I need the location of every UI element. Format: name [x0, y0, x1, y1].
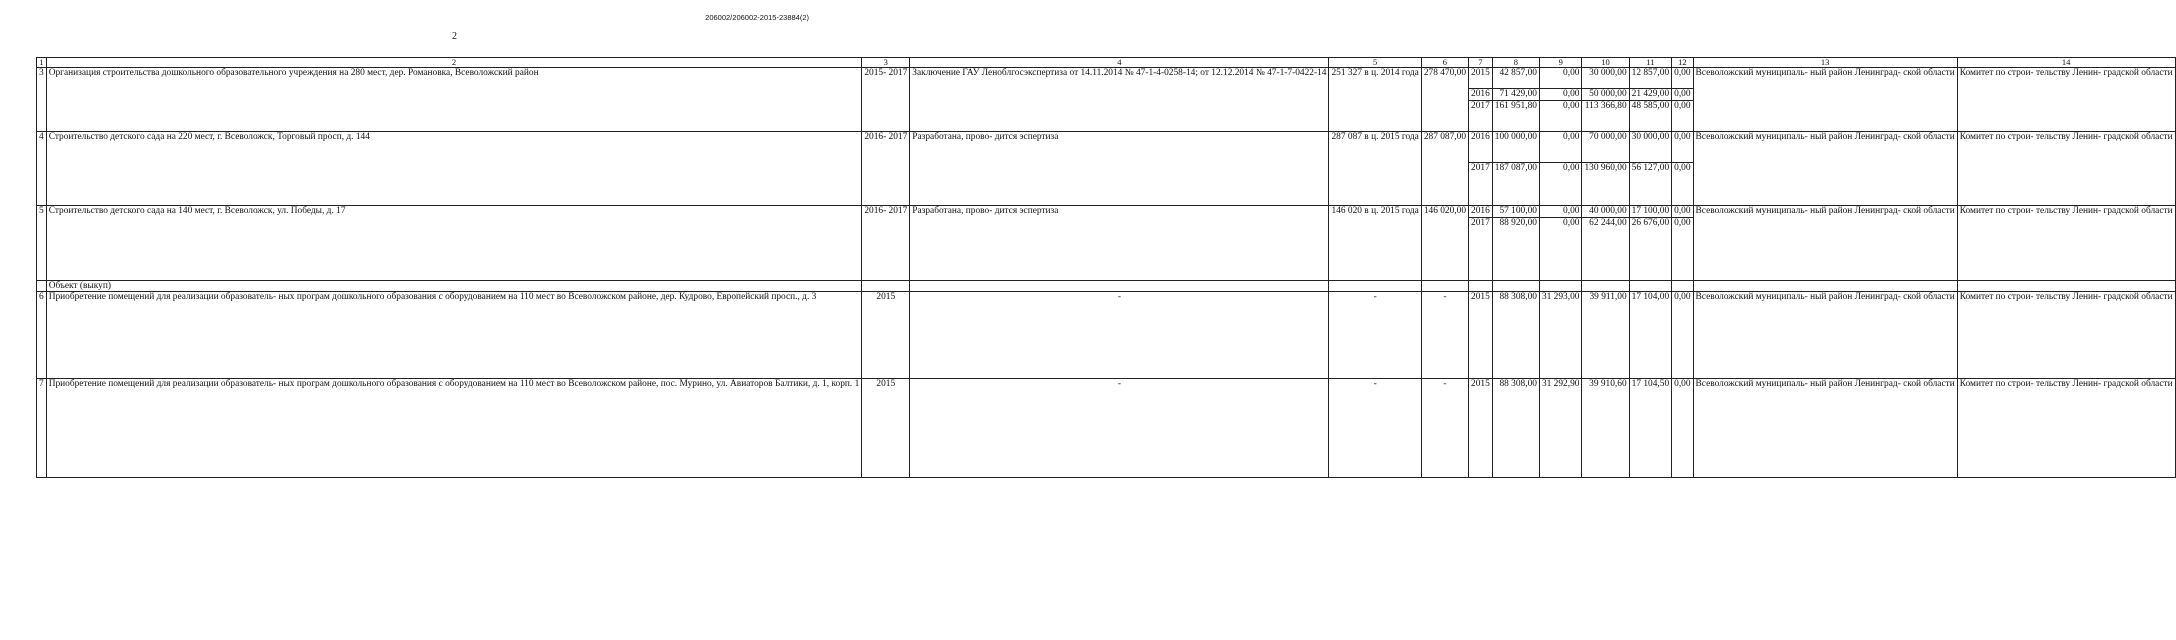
year: 2016 [1469, 131, 1493, 162]
column-header-row [37, 58, 2176, 68]
row-number: 3 [37, 68, 47, 132]
year: 2016 [1469, 205, 1493, 217]
amount-federal: 0,00 [1539, 162, 1582, 205]
amount-total: 161 951,80 [1492, 100, 1539, 131]
column-header: 2 [46, 58, 862, 68]
amount-total: 88 308,00 [1492, 292, 1539, 379]
column-header: 12 [1672, 58, 1693, 68]
column-header: 3 [862, 58, 910, 68]
amount-regional: 39 910,60 [1582, 379, 1629, 478]
empty-cell [1957, 280, 2175, 292]
amount-regional: 40 000,00 [1582, 205, 1629, 217]
empty-cell [1421, 280, 1468, 292]
total-cost: 278 470,00 [1421, 68, 1468, 132]
amount-federal: 31 292,90 [1539, 379, 1582, 478]
object-name: Приобретение помещений для реализации образователь- ных програм дошкольного образования с оборудованием на 110 мест во Всеволожском районе, дер. Кудрово, Европейский просп., д. 3 [46, 292, 862, 379]
amount-local: 48 585,00 [1629, 100, 1672, 131]
amount-other: 0,00 [1672, 162, 1693, 205]
amount-regional: 30 000,00 [1582, 68, 1629, 89]
column-header: 13 [1693, 58, 1957, 68]
row-number: 4 [37, 131, 47, 205]
table-row [37, 292, 2176, 379]
amount-local: 21 429,00 [1629, 89, 1672, 101]
amount-federal: 0,00 [1539, 205, 1582, 217]
amount-other: 0,00 [1672, 89, 1693, 101]
amount-total: 100 000,00 [1492, 131, 1539, 162]
object-name: Строительство детского сада на 140 мест, г. Всеволожск, ул. Победы, д. 17 [46, 205, 862, 280]
amount-federal: 0,00 [1539, 131, 1582, 162]
table-row [37, 131, 2176, 162]
customer: Комитет по строи- тельству Ленин- градской области [1957, 68, 2175, 132]
amount-other: 0,00 [1672, 131, 1693, 162]
column-header: 10 [1582, 58, 1629, 68]
section-row [37, 280, 2176, 292]
customer: Комитет по строи- тельству Ленин- градской области [1957, 292, 2175, 379]
object-name: Организация строительства дошкольного образовательного учреждения на 280 мест, дер. Романовка, Всеволожский район [46, 68, 862, 132]
year: 2016 [1469, 89, 1493, 101]
period: 2016- 2017 [862, 131, 910, 205]
investment-table [36, 57, 2176, 478]
expertise: Разработана, прово- дится эспертиза [910, 131, 1329, 205]
year: 2017 [1469, 217, 1493, 280]
estimated-cost: - [1329, 379, 1421, 478]
amount-regional: 113 366,80 [1582, 100, 1629, 131]
period: 2015 [862, 292, 910, 379]
amount-regional: 130 960,00 [1582, 162, 1629, 205]
estimated-cost: 251 327 в ц. 2014 года [1329, 68, 1421, 132]
table-row [37, 379, 2176, 478]
executor: Всеволожский муниципаль- ный район Ленинград- ской области [1693, 292, 1957, 379]
estimated-cost: 287 087 в ц. 2015 года [1329, 131, 1421, 205]
estimated-cost: - [1329, 292, 1421, 379]
column-header: 9 [1539, 58, 1582, 68]
amount-other: 0,00 [1672, 205, 1693, 217]
amount-local: 17 104,50 [1629, 379, 1672, 478]
amount-other: 0,00 [1672, 292, 1693, 379]
expertise: Разработана, прово- дится эспертиза [910, 205, 1329, 280]
row-number: 5 [37, 205, 47, 280]
amount-other: 0,00 [1672, 100, 1693, 131]
amount-other: 0,00 [1672, 68, 1693, 89]
empty-cell [1582, 280, 1629, 292]
empty-cell [1693, 280, 1957, 292]
total-cost: - [1421, 292, 1468, 379]
amount-federal: 0,00 [1539, 68, 1582, 89]
expertise: - [910, 379, 1329, 478]
amount-total: 187 087,00 [1492, 162, 1539, 205]
amount-total: 88 920,00 [1492, 217, 1539, 280]
row-number: 6 [37, 292, 47, 379]
period: 2015- 2017 [862, 68, 910, 132]
amount-total: 42 857,00 [1492, 68, 1539, 89]
column-header: 5 [1329, 58, 1421, 68]
executor: Всеволожский муниципаль- ный район Ленинград- ской области [1693, 379, 1957, 478]
empty-cell [1329, 280, 1421, 292]
column-header: 8 [1492, 58, 1539, 68]
year: 2017 [1469, 162, 1493, 205]
expertise: Заключение ГАУ Леноблгосэкспертиза от 14.11.2014 № 47-1-4-0258-14; от 12.12.2014 № 47-1-7-0422-14 [910, 68, 1329, 132]
customer: Комитет по строи- тельству Ленин- градской области [1957, 379, 2175, 478]
column-header: 11 [1629, 58, 1672, 68]
amount-total: 57 100,00 [1492, 205, 1539, 217]
amount-federal: 0,00 [1539, 217, 1582, 280]
amount-local: 26 676,00 [1629, 217, 1672, 280]
total-cost: 146 020,00 [1421, 205, 1468, 280]
empty-cell [1469, 280, 1493, 292]
amount-total: 71 429,00 [1492, 89, 1539, 101]
column-header: 14 [1957, 58, 2175, 68]
page-number: 2 [452, 31, 457, 42]
amount-local: 30 000,00 [1629, 131, 1672, 162]
year: 2015 [1469, 68, 1493, 89]
customer: Комитет по строи- тельству Ленин- градской области [1957, 131, 2175, 205]
amount-local: 17 100,00 [1629, 205, 1672, 217]
object-name: Приобретение помещений для реализации образователь- ных програм дошкольного образования с оборудованием на 110 мест во Всеволожском районе, пос. Мурино, ул. Авиаторов Балтики, д. 1, корп. 1 [46, 379, 862, 478]
column-header: 6 [1421, 58, 1468, 68]
amount-local: 17 104,00 [1629, 292, 1672, 379]
empty-cell [1672, 280, 1693, 292]
amount-regional: 62 244,00 [1582, 217, 1629, 280]
column-header: 4 [910, 58, 1329, 68]
customer: Комитет по строи- тельству Ленин- градской области [1957, 205, 2175, 280]
year: 2015 [1469, 379, 1493, 478]
empty-cell [862, 280, 910, 292]
amount-federal: 31 293,00 [1539, 292, 1582, 379]
year: 2017 [1469, 100, 1493, 131]
total-cost: - [1421, 379, 1468, 478]
amount-total: 88 308,00 [1492, 379, 1539, 478]
amount-regional: 39 911,00 [1582, 292, 1629, 379]
total-cost: 287 087,00 [1421, 131, 1468, 205]
table-row [37, 205, 2176, 217]
table-row [37, 68, 2176, 89]
amount-other: 0,00 [1672, 217, 1693, 280]
empty-cell [1492, 280, 1539, 292]
row-number: 7 [37, 379, 47, 478]
executor: Всеволожский муниципаль- ный район Ленинград- ской области [1693, 68, 1957, 132]
amount-local: 56 127,00 [1629, 162, 1672, 205]
empty-cell [910, 280, 1329, 292]
year: 2015 [1469, 292, 1493, 379]
amount-other: 0,00 [1672, 379, 1693, 478]
expertise: - [910, 292, 1329, 379]
section-label: Объект (выкуп) [46, 280, 862, 292]
period: 2015 [862, 379, 910, 478]
amount-regional: 70 000,00 [1582, 131, 1629, 162]
empty-cell [1629, 280, 1672, 292]
document-number: 206002/206002-2015-23884(2) [705, 13, 809, 22]
empty-cell [1539, 280, 1582, 292]
amount-regional: 50 000,00 [1582, 89, 1629, 101]
executor: Всеволожский муниципаль- ный район Ленинград- ской области [1693, 205, 1957, 280]
section-empty-cell [37, 280, 47, 292]
amount-local: 12 857,00 [1629, 68, 1672, 89]
column-header: 1 [37, 58, 47, 68]
column-header: 7 [1469, 58, 1493, 68]
estimated-cost: 146 020 в ц. 2015 года [1329, 205, 1421, 280]
executor: Всеволожский муниципаль- ный район Ленинград- ской области [1693, 131, 1957, 205]
object-name: Строительство детского сада на 220 мест, г. Всеволожск, Торговый просп, д. 144 [46, 131, 862, 205]
amount-federal: 0,00 [1539, 89, 1582, 101]
amount-federal: 0,00 [1539, 100, 1582, 131]
period: 2016- 2017 [862, 205, 910, 280]
